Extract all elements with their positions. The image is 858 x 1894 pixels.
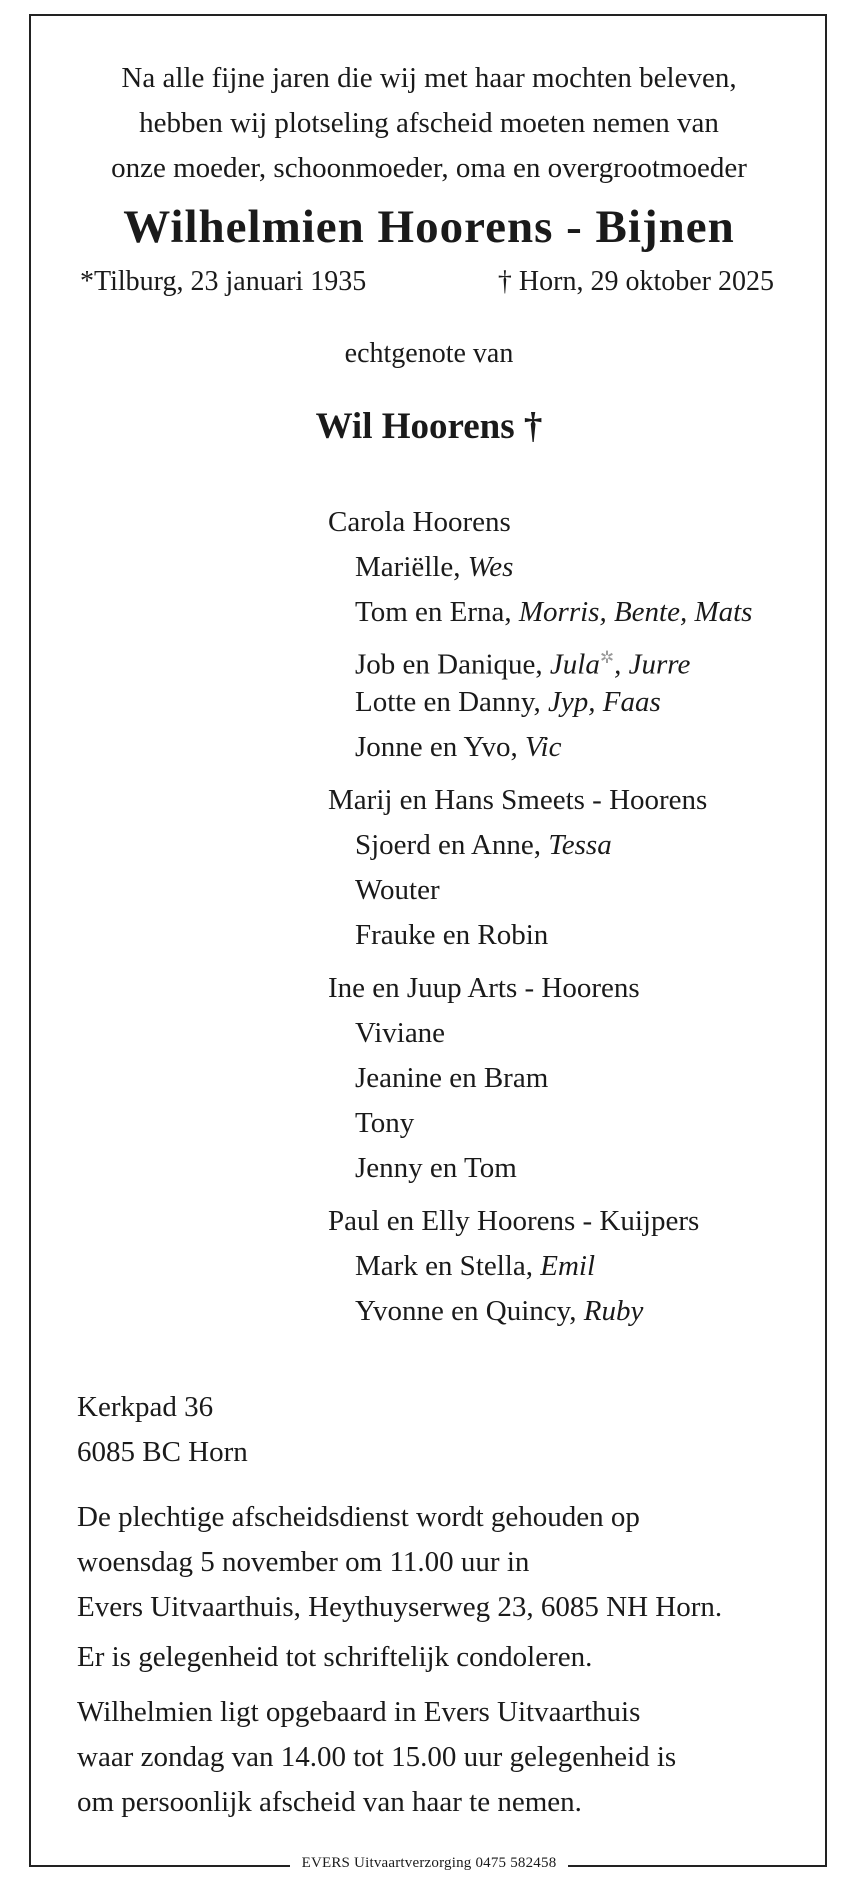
grandchild-line: [328, 1146, 752, 1191]
viewing-info: [77, 1690, 676, 1825]
death-info: † Horn, 29 oktober 2025: [497, 266, 774, 297]
grandchild-line: [328, 725, 752, 770]
grandchild-line: [328, 823, 752, 868]
address-city: 6085 BC Horn: [77, 1436, 248, 1468]
family-group: [328, 966, 752, 1191]
viewing-line: waar zondag van 14.00 tot 15.00 uur gelegenheid is: [77, 1741, 677, 1773]
grandchild-line: [328, 1056, 752, 1101]
spouse-intro: echtgenote van: [344, 338, 514, 369]
grandchild-name: Wouter: [355, 874, 440, 906]
intro-line: onze moeder, schoonmoeder, oma en overgrootmoeder: [111, 152, 747, 184]
greatgrandchildren: Emil: [540, 1250, 596, 1282]
grandchild-name: Tom en Erna,: [355, 596, 512, 628]
address: [77, 1385, 248, 1475]
family-group: [328, 1199, 752, 1334]
grandchild-line: [328, 1244, 752, 1289]
grandchild-name: Mariëlle,: [355, 551, 461, 583]
grandchild-line: [328, 635, 752, 680]
child-name: Marij en Hans Smeets - Hoorens: [328, 784, 708, 816]
service-line: woensdag 5 november om 11.00 uur in: [77, 1546, 530, 1578]
greatgrandchildren: Jyp, Faas: [548, 686, 661, 718]
grandchild-name: Jeanine en Bram: [355, 1062, 549, 1094]
spouse-name: Wil Hoorens †: [315, 406, 543, 447]
child-name: Ine en Juup Arts - Hoorens: [328, 972, 640, 1004]
grandchild-line: [328, 590, 752, 635]
family-list: [328, 500, 752, 1342]
viewing-line: Wilhelmien ligt opgebaard in Evers Uitvaarthuis: [77, 1696, 641, 1728]
greatgrandchildren: Tessa: [548, 829, 612, 861]
grandchild-line: [328, 913, 752, 958]
grandchild-name: Viviane: [355, 1017, 446, 1049]
footer: [0, 1854, 858, 1872]
child-name: Paul en Elly Hoorens - Kuijpers: [328, 1205, 700, 1237]
grandchild-name: Mark en Stella,: [355, 1250, 533, 1282]
grandchild-name: Jonne en Yvo,: [355, 731, 518, 763]
grandchild-line: [328, 680, 752, 725]
greatgrandchildren: Wes: [467, 551, 514, 583]
grandchild-name: Lotte en Danny,: [355, 686, 541, 718]
intro-text: [0, 56, 858, 191]
intro-line: Na alle fijne jaren die wij met haar mochten beleven,: [121, 62, 737, 94]
grandchild-line: [328, 1101, 752, 1146]
grandchild-line: [328, 1011, 752, 1056]
child-name: Carola Hoorens: [328, 506, 511, 538]
star-icon: ✲: [599, 648, 615, 667]
grandchild-line: [328, 1289, 752, 1334]
family-group: [328, 778, 752, 958]
grandchild-name: Job en Danique,: [355, 648, 543, 681]
deceased-name: Wilhelmien Hoorens - Bijnen: [123, 201, 735, 253]
grandchild-name: Frauke en Robin: [355, 919, 549, 951]
service-line: De plechtige afscheidsdienst wordt gehouden op: [77, 1501, 640, 1533]
service-line: Evers Uitvaarthuis, Heythuyserweg 23, 6085 NH Horn.: [77, 1591, 723, 1623]
greatgrandchildren: Vic: [525, 731, 562, 763]
grandchild-line: [328, 545, 752, 590]
funeral-home-credit: EVERS Uitvaartverzorging 0475 582458: [290, 1855, 569, 1871]
grandchild-name: Yvonne en Quincy,: [355, 1295, 577, 1327]
greatgrandchildren: Ruby: [583, 1295, 644, 1327]
intro-line: hebben wij plotseling afscheid moeten nemen van: [139, 107, 719, 139]
greatgrandchildren-suffix: , Jurre: [614, 648, 691, 681]
birth-info: *Tilburg, 23 januari 1935: [80, 266, 367, 297]
greatgrandchildren: Jula: [549, 648, 600, 681]
viewing-line: om persoonlijk afscheid van haar te nemen.: [77, 1786, 582, 1818]
address-street: Kerkpad 36: [77, 1391, 214, 1423]
condolence-info: Er is gelegenheid tot schriftelijk condoleren.: [77, 1641, 593, 1673]
family-group: [328, 500, 752, 770]
grandchild-name: Jenny en Tom: [355, 1152, 517, 1184]
grandchild-line: [328, 868, 752, 913]
grandchild-name: Tony: [355, 1107, 415, 1139]
grandchild-name: Sjoerd en Anne,: [355, 829, 542, 861]
greatgrandchildren: Morris, Bente, Mats: [518, 596, 753, 628]
service-info: [77, 1495, 722, 1630]
